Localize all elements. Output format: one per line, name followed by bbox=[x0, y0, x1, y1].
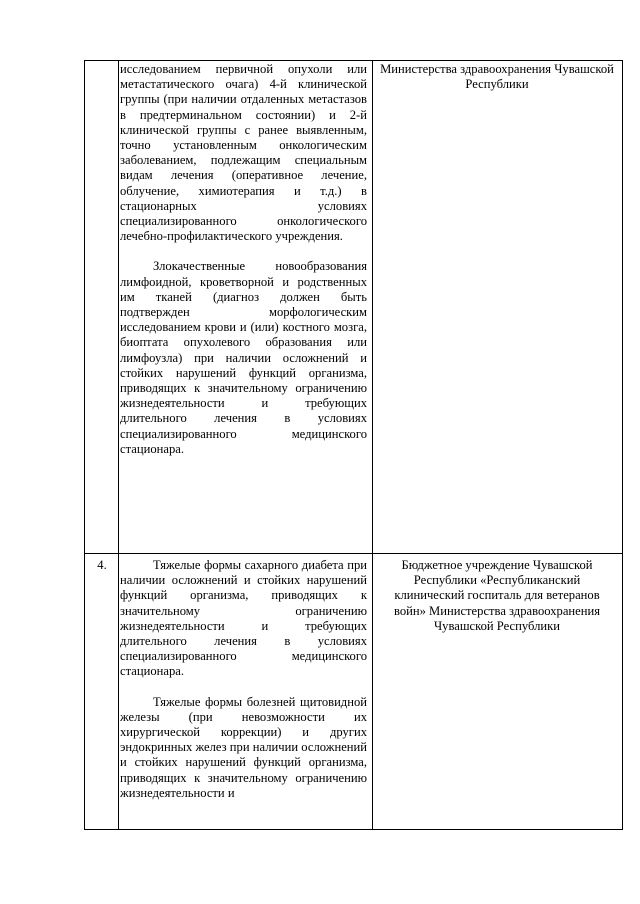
description-paragraph: исследованием первичной опухоли или метастатического очага) 4-й клинической группы (при наличии отдаленных метастазов в предтерминальном состоянии) и 2-й клинической группы с ранее выявленным, точно установленным онкологическим заболеванием, подлежащим специальным видам лечения (оперативное лечение, облучение, химиотерапия и т.д.) в стационарных условиях специализированного онкологического лечебно-профилактического учреждения. bbox=[120, 62, 367, 244]
description-paragraph: Тяжелые формы болезней щитовидной железы (при невозможности их хирургической коррекции) и других эндокринных желез при наличии осложнений и стойких нарушений функций организма, приводящих к значительному ограничению жизнедеятельности и bbox=[120, 694, 367, 800]
description-paragraph: Злокачественные новообразования лимфоидной, кроветворной и родственных им тканей (диагноз должен быть подтвержден морфологическим исследованием крови и (или) костного мозга, биоптата опухолевого образования или лимфоузла) при наличии осложнений и стойких нарушений функций организма, приводящих к значительному ограничению жизнедеятельности и требующих длительного лечения в условиях специализированного медицинского стационара. bbox=[120, 259, 367, 456]
table-border-top bbox=[84, 60, 623, 61]
table-row-description bbox=[120, 62, 367, 457]
table-row-description bbox=[120, 558, 367, 801]
table-border-col1 bbox=[118, 60, 119, 830]
table-row-institution: Бюджетное учреждение Чувашской Республики «Республиканский клинический госпиталь для ветеранов войн» Министерства здравоохранения Чувашской Республики bbox=[393, 558, 601, 633]
table-row-number: 4. bbox=[97, 558, 107, 572]
table-border-bottom bbox=[84, 829, 623, 830]
table-border-left bbox=[84, 60, 85, 830]
description-paragraph: Тяжелые формы сахарного диабета при наличии осложнений и стойких нарушений функций организма, приводящих к значительному ограничению жизнедеятельности и требующих длительного лечения в условиях специализированного медицинского стационара. bbox=[120, 558, 367, 679]
table-row-divider bbox=[84, 553, 623, 554]
table-border-col2 bbox=[372, 60, 373, 830]
table-border-right bbox=[622, 60, 623, 830]
table-row-institution: Министерства здравоохранения Чувашской Республики bbox=[380, 62, 614, 92]
